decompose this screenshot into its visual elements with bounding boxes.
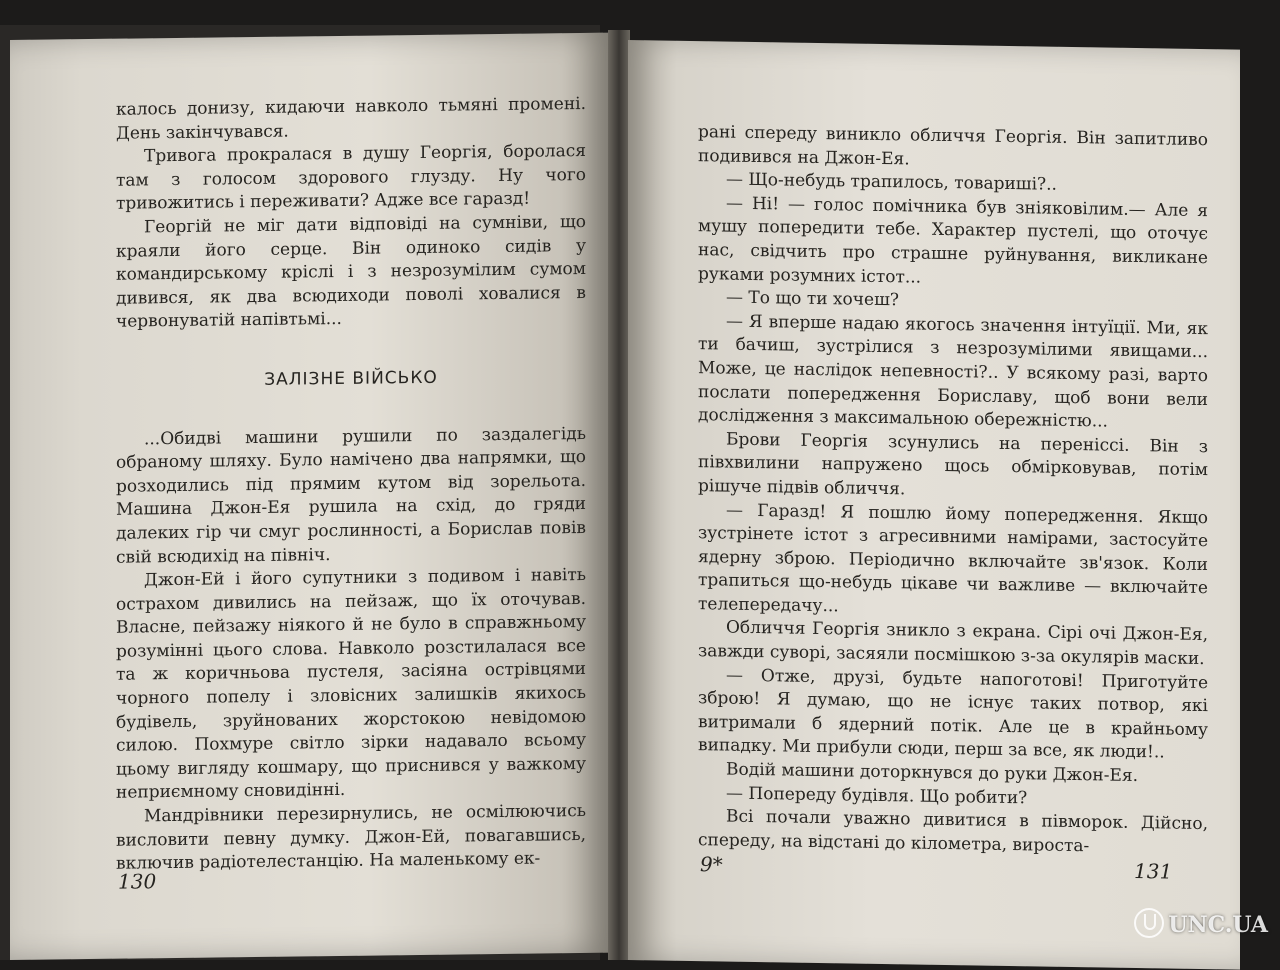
paragraph: Всі почали уважно дивитися в півморок. Дійсно, спереду, на відстані до кілометра, вироста-: [698, 806, 1208, 857]
paragraph: — То що ти хочеш?: [726, 287, 900, 311]
page-number: 130: [118, 869, 157, 894]
signature-mark: 9*: [700, 852, 723, 877]
paragraph: — Отже, друзі, будьте напоготові! Приготуйте зброю! Я думаю, що не існує таких потвор, які витримали б ядерний потік. Але це в крайньому випадку. Ми прибули сюди, перш за все, як люди!..: [698, 665, 1208, 763]
paragraph: — Попереду будівля. Що робити?: [726, 783, 1028, 808]
left-page: [10, 33, 610, 960]
paragraph: калось донизу, кидаючи навколо тьмяні промені. День закінчувався.: [116, 93, 586, 144]
paragraph: Мандрівники перезирнулись, не осмілюючись висловити певну думку. Джон-Ей, повагавшись, включив радіотелестанцію. На маленькому ек-: [116, 800, 586, 874]
paragraph: Георгій не міг дати відповіді на сумніви, що краяли його серце. Він одиноко сидів у командирському кріслі і з незрозумілим сумом дивився, як два всюдиходи поволі ховалися в червонуватій напівтьмі...: [116, 211, 586, 333]
page-number: 131: [1134, 858, 1173, 884]
watermark-text: UNC.UA: [1168, 912, 1268, 938]
right-page: [628, 40, 1240, 970]
paragraph: Обличчя Георгія зникло з екрана. Сірі очі Джон-Ея, завжди суворі, засяяли посмішкою з-за окулярів маски.: [698, 618, 1208, 670]
paragraph: Брови Георгія зсунулись на переніссі. Він з півхвилини напружено щось обмірковував, потім рішуче підвів обличчя.: [698, 429, 1208, 500]
coin-logo-icon: [1134, 908, 1164, 938]
book-gutter: [608, 30, 630, 960]
paragraph: Джон-Ей і його супутники з подивом і навіть острахом дивились на пейзаж, що їх оточував. Власне, пейзажу ніякого й не було в справжньому розумінні цього слова. Навколо розстилалася все та ж коричньова пустеля, засіяна острівцями чорного попелу і зловісних залишків якихось будівель, зруйнованих жорстокою невідомою силою. Похмуре світло зірки надавало всьому цьому вигляду кошмару, що приснився у важкому неприємному сновидінні.: [116, 565, 586, 804]
paragraph: — Що-небудь трапилось, товариші?..: [726, 169, 1057, 195]
paragraph: — Гаразд! Я пошлю йому попередження. Якщо зустрінете істот з агресивними намірами, застосуйте ядерну зброю. Періодично включайте зв'язок. Коли трапиться що-небудь цікаве чи важливе — включайте телепередачу...: [698, 500, 1208, 617]
paragraph: — Ні! — голос помічника був зніяковілим.— Але я мушу попередити тебе. Характер пустелі, що оточує нас, свідчить про страшне руйнування, викликане руками розумних істот...: [698, 193, 1208, 288]
paragraph: ...Обидві машини рушили по заздалегідь обраному шляху. Було намічено два напрямки, що розходились під прямим кутом від зорельота. Машина Джон-Ея рушила на схід, до гряди далеких гір чи смуг рослинності, а Борислав повів свій всюдихід на північ.: [116, 423, 586, 568]
chapter-title: ЗАЛІЗНЕ ВІЙСЬКО: [264, 367, 438, 390]
right-page-text: [698, 121, 1208, 860]
paragraph: Водій машини доторкнувся до руки Джон-Ея.: [726, 759, 1138, 787]
paragraph: рані спереду виникло обличчя Георгія. Він запитливо подивився на Джон-Ея.: [698, 122, 1208, 170]
paragraph: Тривога прокралася в душу Георгія, боролася там з голосом здорового глузду. Ну чого тривожитись і переживати? Адже все гаразд!: [116, 141, 586, 215]
left-page-text: [116, 93, 586, 877]
watermark: [1134, 908, 1268, 938]
paragraph: — Я вперше надаю якогось значення інтуїції. Ми, як ти бачиш, зустрілися з незрозумілими явищами... Може, це наслідок непевності?.. У всякому разі, варто послати попередження Бориславу, щоб вони вели дослідження з максимальною обережністю...: [698, 311, 1208, 432]
